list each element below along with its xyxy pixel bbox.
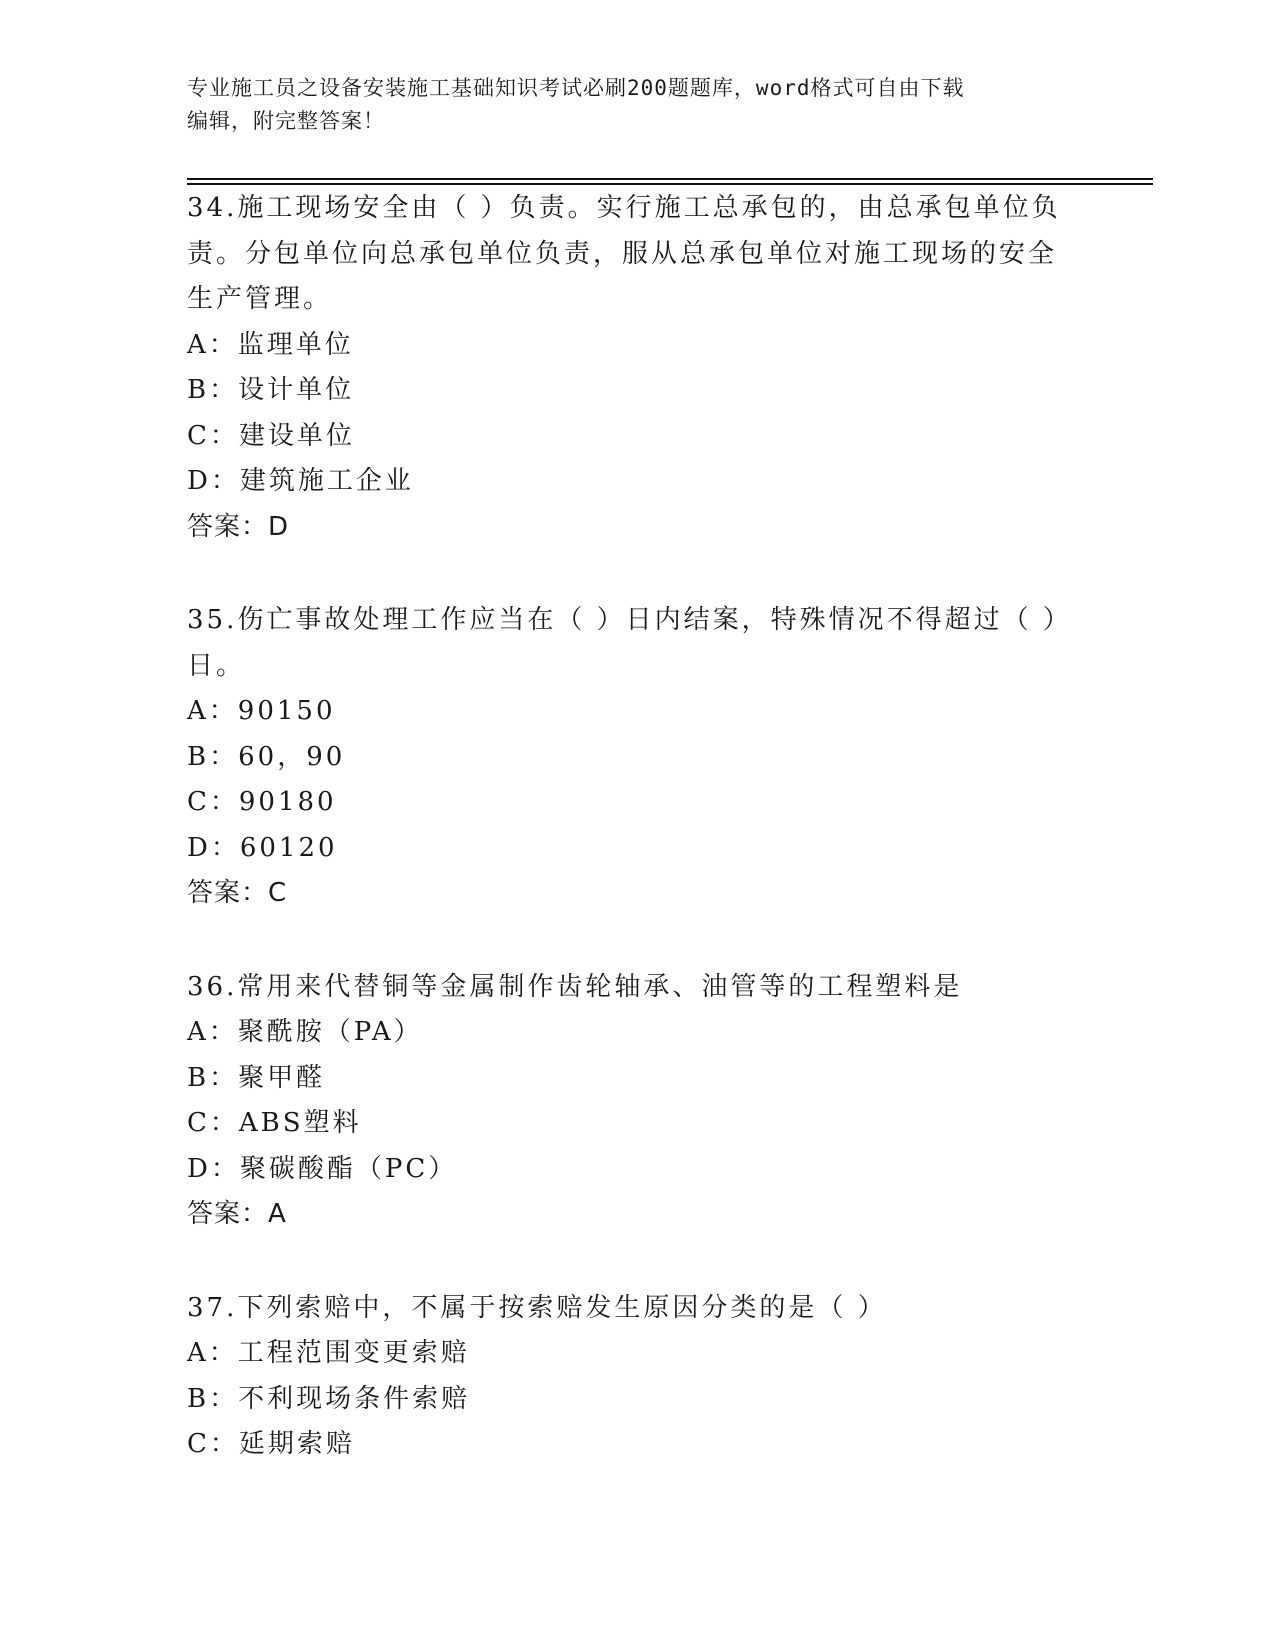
question-stem-line: 35.伤亡事故处理工作应当在（ ）日内结案，特殊情况不得超过（ ） <box>187 605 1072 635</box>
option-d: D：建筑施工企业 <box>187 466 414 496</box>
question-stem-line: 37.下列索赔中，不属于按索赔发生原因分类的是（ ） <box>187 1292 887 1323</box>
answer-line: 答案：C <box>187 878 288 908</box>
option-c: C：ABS塑料 <box>187 1108 362 1138</box>
option-b: B：聚甲醛 <box>187 1062 326 1093</box>
header-line-2: 编辑，附完整答案！ <box>187 109 385 133</box>
option-b: B：不利现场条件索赔 <box>187 1383 471 1414</box>
option-c: C：延期索赔 <box>187 1429 355 1459</box>
header-line-1: 专业施工员之设备安装施工基础知识考试必刷200题题库，word格式可自由下载 <box>187 76 965 100</box>
option-b: B：60，90 <box>187 741 346 772</box>
option-d: D：60120 <box>187 832 338 863</box>
option-b: B：设计单位 <box>187 375 355 405</box>
option-c: C：90180 <box>187 787 337 817</box>
option-a: A：监理单位 <box>187 329 354 360</box>
header-divider-top <box>187 178 1153 180</box>
question-stem-line: 生产管理。 <box>187 284 333 314</box>
question-stem-line: 34.施工现场安全由（ ）负责。实行施工总承包的，由总承包单位负 <box>187 193 1061 223</box>
question-stem-line: 责。分包单位向总承包单位负责，服从总承包单位对施工现场的安全 <box>187 238 1058 269</box>
question-34 <box>187 186 1087 550</box>
question-stem-line: 36.常用来代替铜等金属制作齿轮轴承、油管等的工程塑料是 <box>187 971 963 1002</box>
option-a: A：聚酰胺（PA） <box>187 1017 423 1047</box>
answer-line: 答案：D <box>187 511 290 542</box>
question-36 <box>187 965 1087 1238</box>
question-37 <box>187 1286 1087 1468</box>
question-list <box>187 186 1087 1516</box>
document-header <box>187 72 1087 138</box>
option-c: C：建设单位 <box>187 420 355 451</box>
question-35 <box>187 598 1087 917</box>
answer-line: 答案：A <box>187 1199 287 1229</box>
option-d: D：聚碳酸酯（PC） <box>187 1153 458 1184</box>
question-stem-line: 日。 <box>187 650 246 681</box>
option-a: A：工程范围变更索赔 <box>187 1338 470 1368</box>
header-divider-bottom <box>187 183 1153 185</box>
option-a: A：90150 <box>187 696 336 726</box>
